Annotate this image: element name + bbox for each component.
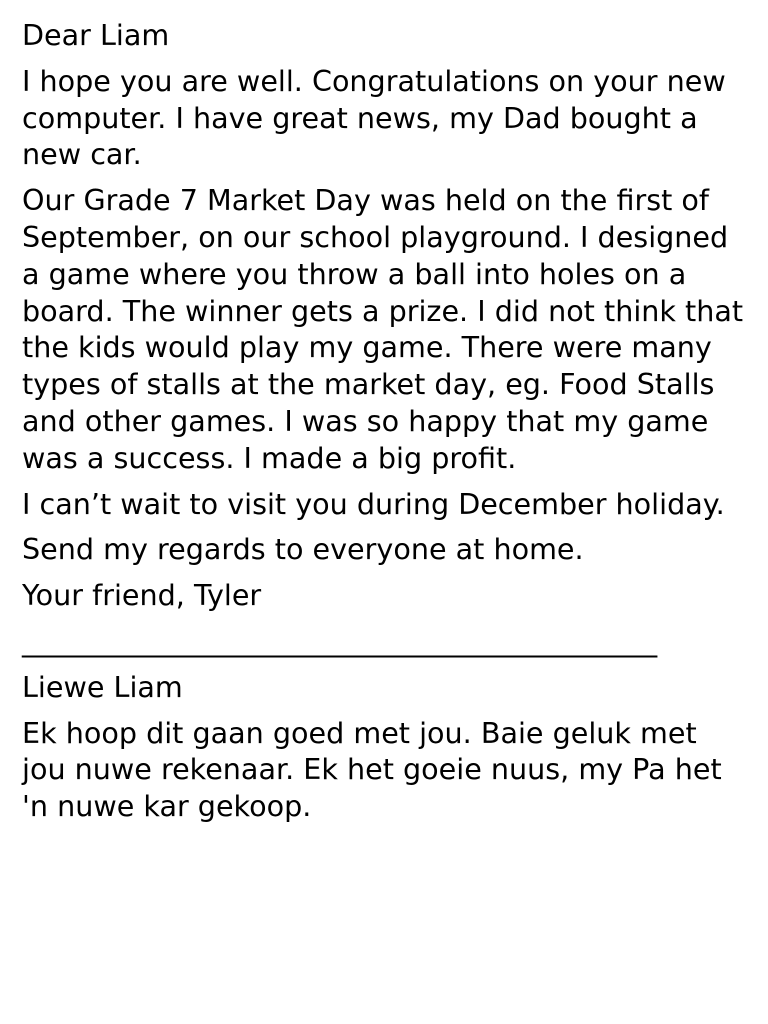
paragraph-regards-english: Send my regards to everyone at home. [22,532,584,567]
signoff-english: Your friend, Tyler [22,578,262,613]
letter-document [22,17,746,834]
greeting-afrikaans: Liewe Liam [22,669,183,704]
paragraph-market-day-english: Our Grade 7 Market Day was held on the first of September, on our school playground. I designed a game where you throw a ball into holes on a board. The winner gets a prize. I did not think that the kids would play my game. There were many types of stalls at the market day, eg. Food Stalls and other games. I was so happy that my game was a success. I made a big profit. [22,183,744,475]
paragraph-intro-english: I hope you are well. Congratulations on your new computer. I have great news, my Dad bought a new car. [22,63,726,172]
paragraph-visit-english: I can’t wait to visit you during December holiday. [22,486,725,521]
greeting-english: Dear Liam [22,18,170,52]
separator-line: ______________________________________________ [22,623,657,658]
paragraph-intro-afrikaans: Ek hoop dit gaan goed met jou. Baie geluk met jou nuwe rekenaar. Ek het goeie nuus, my Pa het 'n nuwe kar gekoop. [22,715,722,824]
